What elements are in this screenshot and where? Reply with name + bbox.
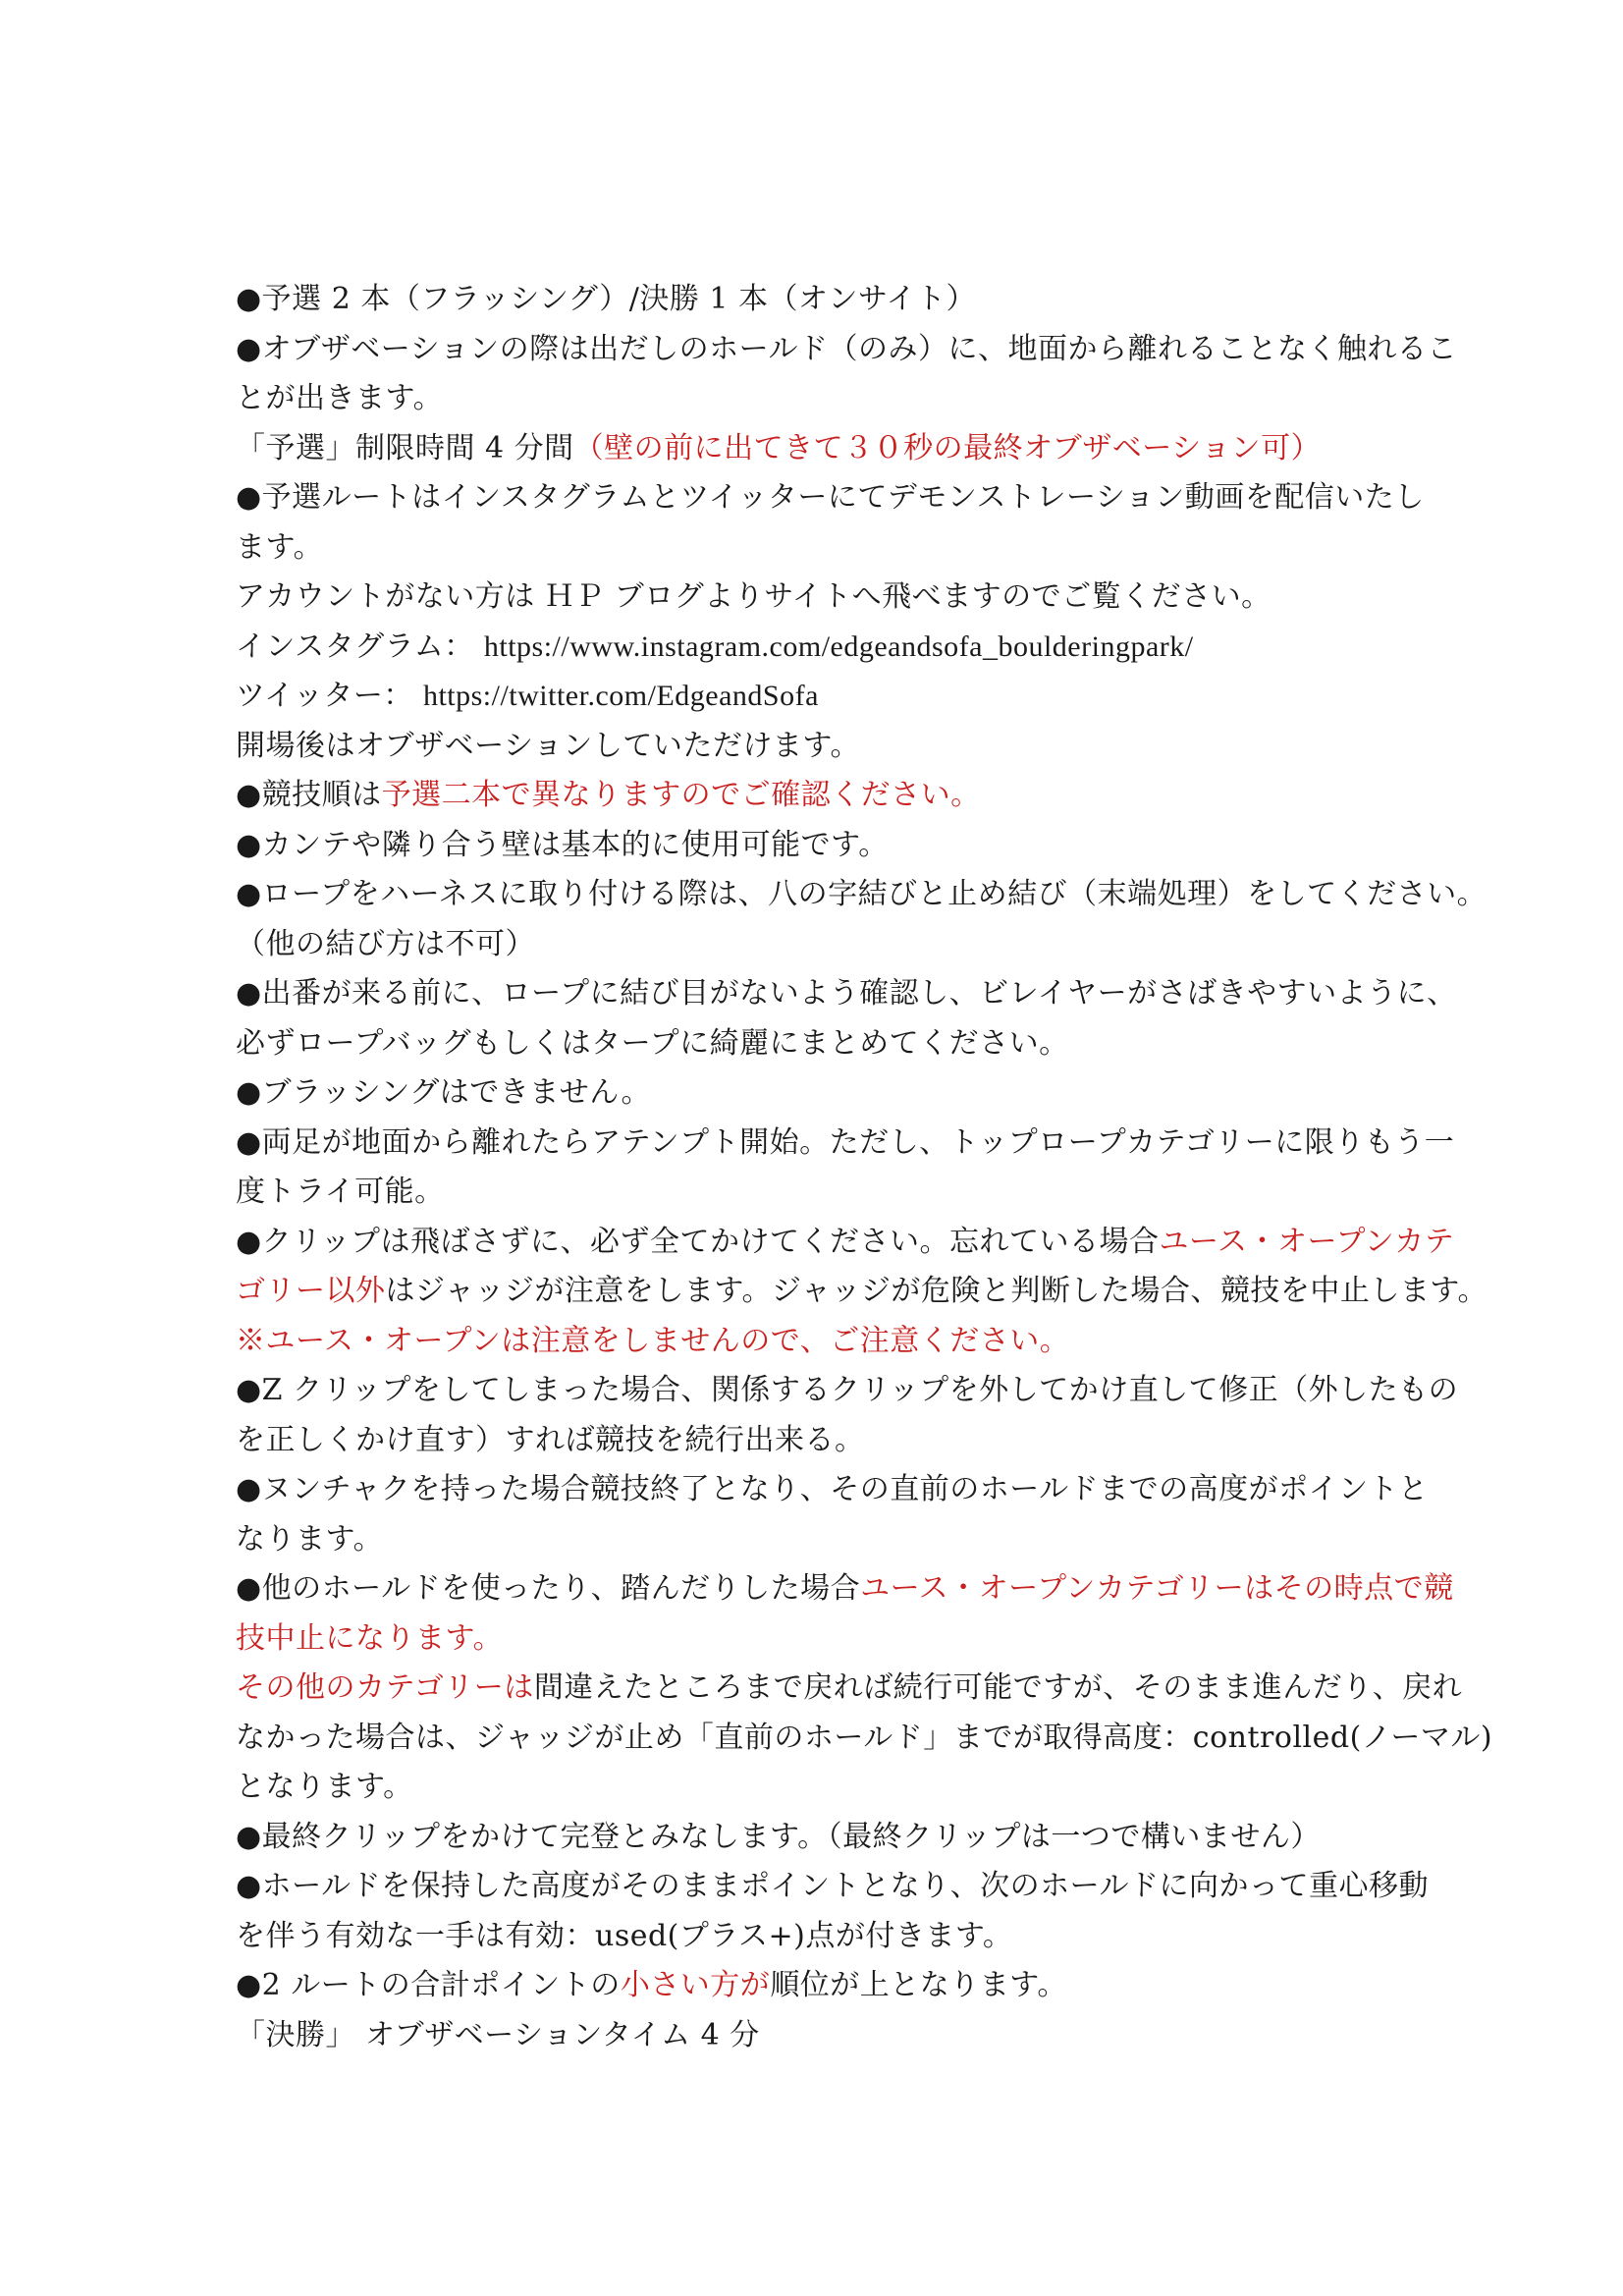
line-text: 「決勝」 オブザベーションタイム 4 分	[236, 2017, 760, 2052]
rule-line	[236, 1862, 1429, 1912]
line-text: 必ずロープバッグもしくはタープに綺麗にまとめてください。	[236, 1025, 1069, 1061]
line-text: なります。	[236, 1521, 384, 1557]
line-text: ます。	[236, 529, 324, 565]
rule-line	[236, 722, 1414, 772]
line-text: なかった場合は、ジャッジが止め「直前のホールド」までが取得高度：controlled(ノーマル)	[236, 1720, 1493, 1755]
rule-line	[236, 374, 1414, 424]
highlight-text: ゴリー以外	[236, 1274, 386, 1308]
rule-line	[236, 1515, 1414, 1565]
rule-line	[236, 1168, 1414, 1218]
highlight-text: ユース・オープンカテ	[1159, 1224, 1455, 1259]
rule-line	[236, 1068, 1414, 1119]
rule-line	[236, 1564, 1454, 1614]
line-text: ●最終クリップをかけて完登とみなします。（最終クリップは一つで構いません）	[236, 1819, 1321, 1854]
rule-line	[236, 1267, 1488, 1317]
line-text: インスタグラム：	[236, 629, 474, 664]
twitter-line	[236, 672, 1414, 722]
line-text: 順位が上となります。	[770, 1968, 1067, 2002]
rule-line	[236, 821, 1414, 871]
line-text: とが出きます。	[236, 381, 444, 415]
line-text: を正しくかけ直す）すれば競技を続行出来る。	[236, 1422, 865, 1457]
line-text: ●出番が来る前に、ロープに結び目がないよう確認し、ビレイヤーがさばきやすいように、	[236, 976, 1457, 1011]
rules-text	[236, 275, 1493, 2060]
line-text: 開場後はオブザベーションしていただけます。	[236, 728, 860, 763]
instagram-link[interactable]: https://www.instagram.com/edgeandsofa_boulderingpark/	[483, 629, 1194, 663]
twitter-link[interactable]: https://twitter.com/EdgeandSofa	[422, 680, 819, 712]
rule-line	[236, 1119, 1455, 1169]
highlight-text: 小さい方が	[620, 1968, 771, 2002]
line-text: ●ブラッシングはできません。	[236, 1075, 652, 1110]
rule-line	[236, 275, 1414, 325]
line-text: を伴う有効な一手は有効：used(プラス+)点が付きます。	[236, 1918, 1013, 1953]
rule-line	[236, 1714, 1493, 1764]
rule-line	[236, 1416, 1414, 1466]
line-text: ●カンテや隣り合う壁は基本的に使用可能です。	[236, 827, 889, 862]
line-text: ●2 ルートの合計ポイントの	[236, 1968, 621, 2002]
line-text: 「予選」制限時間 4 分間	[236, 430, 574, 465]
rule-line	[236, 1317, 1414, 1367]
rule-line	[236, 1813, 1414, 1863]
rule-line	[236, 1961, 1414, 2011]
line-text: ●ホールドを保持した高度がそのままポイントとなり、次のホールドに向かって重心移動	[236, 1869, 1429, 1903]
rule-line	[236, 1763, 1414, 1813]
rule-line	[236, 1218, 1455, 1268]
rule-line	[236, 1019, 1414, 1069]
line-text: 度トライ可能。	[236, 1175, 445, 1209]
rule-line	[236, 523, 1414, 574]
line-text: ●競技順は	[236, 778, 382, 812]
rule-line	[236, 870, 1488, 920]
line-text: ●オブザベーションの際は出だしのホールド（のみ）に、地面から離れることなく触れるこ	[236, 331, 1457, 366]
line-text: ●他のホールドを使ったり、踏んだりした場合	[236, 1571, 861, 1606]
line-text: ●両足が地面から離れたらアテンプト開始。ただし、トップロープカテゴリーに限りもう一	[236, 1124, 1455, 1160]
line-text: ●ロープをハーネスに取り付ける際は、八の字結びと止め結び（末端処理）をしてください。	[236, 877, 1488, 911]
rule-line	[236, 771, 1414, 821]
rule-line	[236, 920, 1414, 970]
rule-line	[236, 473, 1425, 523]
rule-line	[236, 573, 1414, 623]
highlight-text: （壁の前に出てきて３０秒の最終オブザベーション可）	[573, 430, 1322, 465]
highlight-text: ※ユース・オープンは注意をしませんので、ご注意ください。	[236, 1323, 1070, 1358]
rule-line	[236, 1664, 1463, 1714]
final-heading-line	[236, 2011, 1414, 2061]
line-text: ●Z クリップをしてしまった場合、関係するクリップを外してかけ直して修正（外したもの	[236, 1373, 1459, 1407]
rule-line	[236, 325, 1457, 375]
line-text: （他の結び方は不可）	[236, 926, 535, 961]
highlight-text: 予選二本で異なりますのでご確認ください。	[381, 778, 981, 812]
line-text: 間違えたところまで戻れば続行可能ですが、そのまま進んだり、戻れ	[533, 1670, 1463, 1705]
line-text: ●予選ルートはインスタグラムとツイッターにてデモンストレーション動画を配信いたし	[236, 480, 1425, 515]
line-text: アカウントがない方は ＨＰ ブログよりサイトへ飛べますのでご覧ください。	[236, 579, 1271, 614]
rule-line	[236, 1465, 1429, 1515]
line-text: となります。	[236, 1770, 413, 1804]
rule-line	[236, 1366, 1459, 1416]
line-text: ツイッター：	[236, 679, 413, 713]
rule-line	[236, 424, 1414, 474]
instagram-line	[236, 623, 1414, 673]
line-text: はジャッジが注意をします。ジャッジが危険と判断した場合、競技を中止します。	[385, 1274, 1488, 1308]
rule-line	[236, 969, 1457, 1019]
highlight-text: ユース・オープンカテゴリーはその時点で競	[860, 1571, 1454, 1606]
rule-line	[236, 1614, 1414, 1665]
highlight-text: その他のカテゴリーは	[236, 1670, 534, 1705]
line-text: ●クリップは飛ばさずに、必ず全てかけてください。忘れている場合	[236, 1224, 1160, 1259]
line-text: ●ヌンチャクを持った場合競技終了となり、その直前のホールドまでの高度がポイントと	[236, 1472, 1429, 1506]
line-text: ●予選 2 本（フラッシング）/決勝 1 本（オンサイト）	[236, 282, 976, 316]
highlight-text: 技中止になります。	[236, 1620, 504, 1656]
rule-line	[236, 1912, 1414, 1962]
